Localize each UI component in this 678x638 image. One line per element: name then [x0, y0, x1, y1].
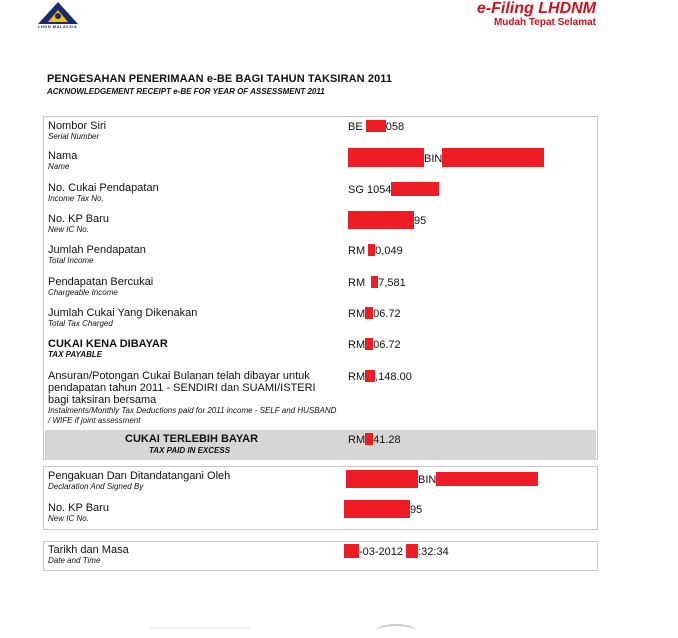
logo-text: LHDN MALAYSIA	[38, 24, 78, 29]
redaction	[344, 544, 359, 558]
redaction	[365, 307, 373, 319]
tax-charged-label-en: Total Tax Charged	[48, 319, 113, 328]
name-value: BIN	[348, 148, 544, 167]
brand-subtitle: Mudah Tepat Selamat	[493, 17, 596, 28]
total-income-label: Jumlah Pendapatan	[48, 244, 146, 256]
tax-excess-value: RM 41.28	[348, 434, 401, 446]
efiling-brand	[477, 0, 596, 29]
declaration-ic-value: 95	[344, 500, 422, 518]
receipt-details-box	[43, 116, 598, 460]
tax-charged-label: Jumlah Cukai Yang Dikenakan	[48, 307, 198, 319]
signed-by-value: BIN	[346, 470, 538, 488]
chargeable-income-label: Pendapatan Bercukai	[48, 276, 154, 288]
serial-label: Nombor Siri	[48, 120, 107, 132]
total-income-label-en: Total Income	[48, 256, 94, 265]
installments-value: RM ,148.00	[348, 371, 412, 383]
declaration-box	[43, 466, 598, 530]
tax-no-label-en: Income Tax No.	[48, 194, 104, 203]
footer-seal-edge	[376, 624, 416, 638]
tax-excess-row	[45, 430, 596, 460]
brand-title: e-Filing LHDNM	[476, 0, 596, 17]
redaction	[348, 148, 424, 167]
redaction	[365, 338, 373, 350]
total-income-value: RM 0,049	[348, 245, 403, 257]
declaration-ic-label-en: New IC No.	[48, 514, 89, 523]
lhdn-emblem-icon	[34, 0, 82, 26]
tax-payable-label-en: TAX PAYABLE	[48, 350, 103, 359]
signed-by-label: Pengakuan Dan Ditandatangani Oleh	[48, 470, 231, 482]
tax-excess-label: CUKAI TERLEBIH BAYAR	[125, 433, 259, 445]
tax-payable-value: RM 06.72	[348, 339, 401, 351]
ic-value: 95	[348, 211, 426, 229]
name-label: Nama	[48, 150, 78, 162]
signed-by-label-en: Declaration And Signed By	[48, 482, 144, 491]
redaction	[391, 182, 439, 196]
ic-label-en: New IC No.	[48, 225, 89, 234]
ic-label: No. KP Baru	[48, 213, 109, 225]
name-label-en: Name	[48, 162, 70, 171]
redaction	[348, 211, 414, 229]
redaction	[365, 370, 375, 382]
installments-label: Ansuran/Potongan Cukai Bulanan telah dibayar untuk pendapatan tahun 2011 - SENDIRI dan SUAMI/ISTERI bagi taksiran bersama	[48, 370, 316, 406]
installments-label-en: Instalments/Monthly Tax Deductions paid for 2011 income - SELF and HUSBAND / WIFE if joint assessment	[48, 406, 337, 425]
datetime-box	[43, 541, 598, 571]
chargeable-income-label-en: Chargeable Income	[48, 288, 118, 297]
datetime-value: -03-2012 :32:34	[344, 544, 449, 559]
tax-no-value: SG 1054	[348, 182, 439, 197]
redaction	[442, 148, 544, 167]
redaction	[406, 544, 418, 558]
redaction	[365, 433, 373, 445]
tax-excess-label-en: TAX PAID IN EXCESS	[149, 446, 231, 455]
datetime-label: Tarikh dan Masa	[48, 544, 129, 556]
tax-no-label: No. Cukai Pendapatan	[48, 182, 159, 194]
redaction	[344, 500, 410, 518]
tax-charged-value: RM 06.72	[348, 308, 401, 320]
serial-value: BE 058	[348, 121, 405, 133]
datetime-label-en: Date and Time	[48, 556, 101, 565]
declaration-ic-label: No. KP Baru	[48, 502, 109, 514]
footer-line	[150, 627, 250, 629]
redaction	[436, 472, 538, 486]
chargeable-income-value: RM 7,581	[348, 277, 406, 289]
document-subtitle: ACKNOWLEDGEMENT RECEIPT e-BE FOR YEAR OF ASSESSMENT 2011	[47, 87, 325, 96]
serial-label-en: Serial Number	[48, 132, 100, 141]
redaction	[366, 120, 386, 132]
document-title: PENGESAHAN PENERIMAAN e-BE BAGI TAHUN TAKSIRAN 2011	[47, 73, 393, 85]
redaction	[346, 470, 418, 488]
tax-payable-label: CUKAI KENA DIBAYAR	[48, 338, 168, 350]
